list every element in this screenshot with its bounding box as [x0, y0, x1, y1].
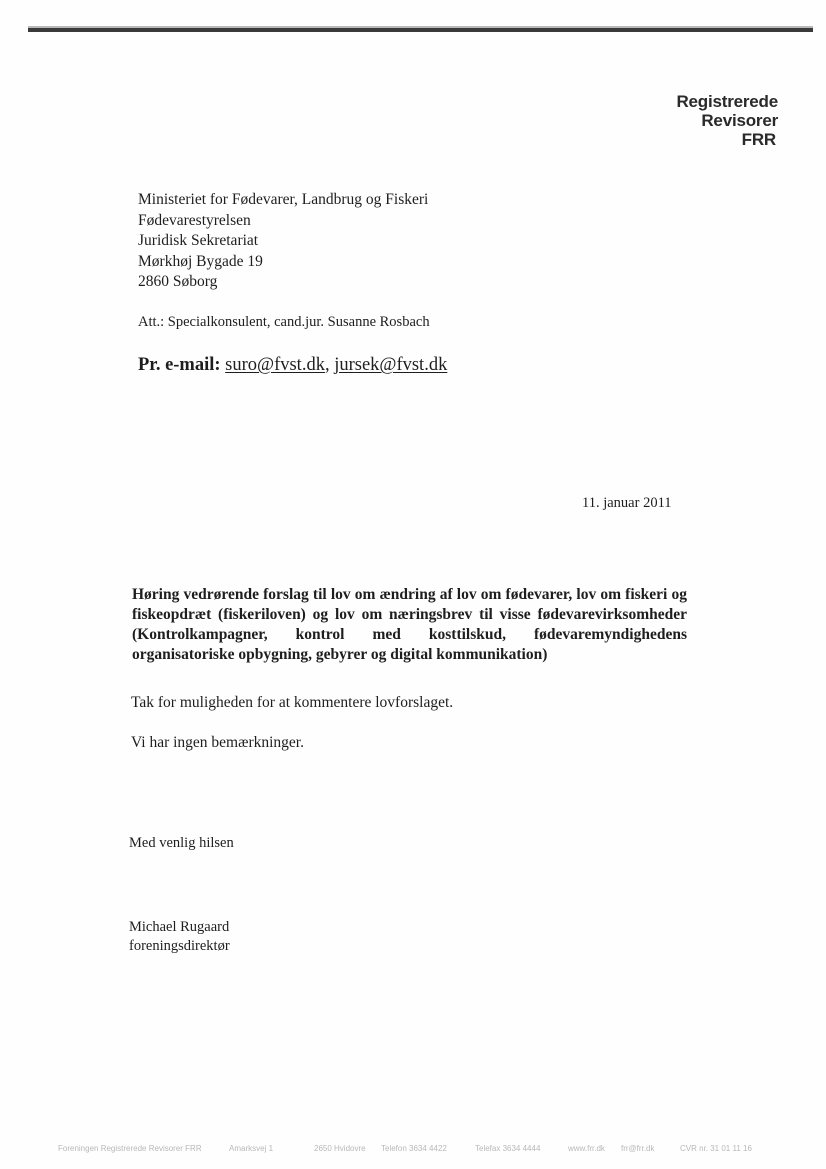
body-paragraph: Vi har ingen bemærkninger. — [131, 734, 304, 751]
footer-web: www.frr.dk — [568, 1144, 605, 1153]
email-link-suro[interactable]: suro@fvst.dk — [225, 355, 325, 375]
footer-city: 2650 Hvidovre — [314, 1144, 366, 1153]
email-link-jursek[interactable]: jursek@fvst.dk — [334, 355, 448, 375]
footer-cvr: CVR nr. 31 01 11 16 — [680, 1144, 752, 1153]
frr-logo — [676, 92, 778, 149]
top-border — [28, 28, 813, 32]
attention-line: Att.: Specialkonsulent, cand.jur. Susanne Rosbach — [138, 314, 430, 330]
address-line: Mørkhøj Bygade 19 — [138, 252, 263, 270]
address-line: Fødevarestyrelsen — [138, 211, 251, 229]
email-label: Pr. e-mail: — [138, 355, 221, 375]
email-line — [138, 355, 447, 376]
footer-mail: frr@frr.dk — [621, 1144, 655, 1153]
email-separator: , — [324, 355, 330, 375]
footer-phone: Telefon 3634 4422 — [381, 1144, 447, 1153]
address-line: 2860 Søborg — [138, 273, 218, 290]
body-paragraph: Tak for muligheden for at kommentere lovforslaget. — [131, 694, 454, 711]
footer-org: Foreningen Registrerede Revisorer FRR — [58, 1144, 202, 1153]
footer-fax: Telefax 3634 4444 — [475, 1144, 541, 1153]
letterhead-footer — [58, 1144, 778, 1156]
signatory-title: foreningsdirektør — [129, 938, 230, 954]
footer-street: Amarksvej 1 — [229, 1144, 274, 1153]
logo-line-3: FRR — [741, 130, 776, 149]
logo-line-2: Revisorer — [701, 111, 778, 130]
signature-block — [129, 918, 230, 956]
subject-heading: Høring vedrørende forslag til lov om ændring af lov om fødevarer, lov om fiskeri og fiskeopdræt (fiskeriloven) og lov om næringsbrev til visse fødevarevirksomheder (Kontrolkampagner, kontrol med kosttilskud, fødevaremyndighedens organisatoriske opbygning, gebyrer og digital kommunikation) — [132, 586, 687, 663]
closing-phrase: Med venlig hilsen — [129, 835, 234, 851]
address-line: Ministeriet for Fødevarer, Landbrug og Fiskeri — [138, 191, 429, 208]
signatory-name: Michael Rugaard — [129, 919, 230, 935]
recipient-address — [138, 190, 428, 293]
address-line: Juridisk Sekretariat — [138, 232, 259, 249]
letter-date: 11. januar 2011 — [582, 495, 672, 511]
logo-line-1: Registrerede — [676, 92, 778, 111]
